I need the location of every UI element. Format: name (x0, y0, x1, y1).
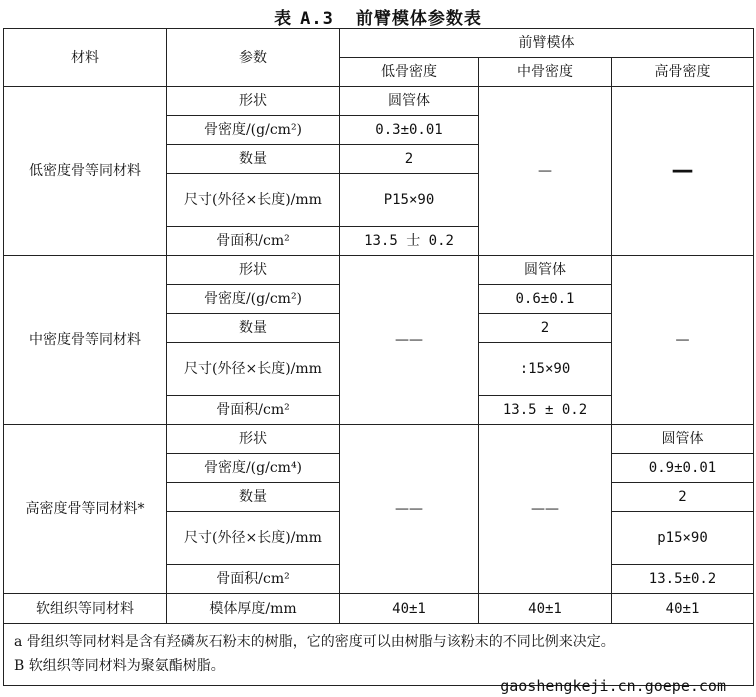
empty-low-cell: —— (340, 256, 479, 425)
param-cell: 形状 (167, 256, 340, 285)
header-material: 材料 (4, 29, 167, 87)
header-low-density: 低骨密度 (340, 58, 479, 87)
param-cell: 尺寸(外径×长度)/mm (167, 512, 340, 565)
value-cell: p15×90 (612, 512, 754, 565)
param-cell: 形状 (167, 87, 340, 116)
forearm-phantom-table (3, 28, 754, 686)
note-a: a 骨组织等同材料是含有羟磷灰石粉末的树脂，它的密度可以由树脂与该粉末的不同比例来决定。 (14, 634, 615, 650)
value-cell: 2 (612, 483, 754, 512)
param-cell: 骨密度/(g/cm⁴) (167, 454, 340, 483)
param-cell: 数量 (167, 145, 340, 174)
value-cell: 圆管体 (340, 87, 479, 116)
value-cell: 13.5±0.2 (612, 565, 754, 594)
value-cell: 0.6±0.1 (479, 285, 612, 314)
watermark-text: gaoshengkeji.cn.goepe.com (500, 677, 726, 695)
group-name-mid: 中密度骨等同材料 (4, 256, 167, 425)
empty-high-cell: — (612, 256, 754, 425)
empty-mid-cell: — (479, 87, 612, 256)
header-high-density: 高骨密度 (612, 58, 754, 87)
param-cell: 骨面积/cm² (167, 396, 340, 425)
header-mid-density: 中骨密度 (479, 58, 612, 87)
param-cell: 模体厚度/mm (167, 594, 340, 624)
param-cell: 形状 (167, 425, 340, 454)
value-cell: 13.5 士 0.2 (340, 227, 479, 256)
param-cell: 骨面积/cm² (167, 565, 340, 594)
table-title-number: A.3 (300, 9, 334, 29)
value-cell: 2 (479, 314, 612, 343)
param-cell: 骨密度/(g/cm²) (167, 285, 340, 314)
group-name-low: 低密度骨等同材料 (4, 87, 167, 256)
param-cell: 数量 (167, 314, 340, 343)
empty-high-cell: — (612, 87, 754, 256)
group-name-high: 高密度骨等同材料* (4, 425, 167, 594)
table-title (0, 4, 756, 29)
header-parameter: 参数 (167, 29, 340, 87)
value-cell: 40±1 (479, 594, 612, 624)
param-cell: 骨面积/cm² (167, 227, 340, 256)
value-cell: 圆管体 (479, 256, 612, 285)
table-title-text: 前臂模体参数表 (355, 9, 482, 29)
value-cell: 2 (340, 145, 479, 174)
table-title-prefix: 表 (274, 9, 293, 29)
soft-tissue-name: 软组织等同材料 (4, 594, 167, 624)
table-row (4, 594, 754, 624)
param-cell: 尺寸(外径×长度)/mm (167, 343, 340, 396)
table-row (4, 425, 754, 454)
empty-mid-cell: —— (479, 425, 612, 594)
value-cell: 40±1 (612, 594, 754, 624)
value-cell: 0.9±0.01 (612, 454, 754, 483)
note-b: B 软组织等同材料为聚氨酯树脂。 (14, 658, 225, 674)
table-row (4, 256, 754, 285)
param-cell: 骨密度/(g/cm²) (167, 116, 340, 145)
value-cell: 0.3±0.01 (340, 116, 479, 145)
value-cell: 圆管体 (612, 425, 754, 454)
header-group: 前臂模体 (340, 29, 754, 58)
value-cell: 13.5 ± 0.2 (479, 396, 612, 425)
value-cell: :15×90 (479, 343, 612, 396)
empty-low-cell: —— (340, 425, 479, 594)
param-cell: 尺寸(外径×长度)/mm (167, 174, 340, 227)
value-cell: P15×90 (340, 174, 479, 227)
table-row (4, 87, 754, 116)
param-cell: 数量 (167, 483, 340, 512)
value-cell: 40±1 (340, 594, 479, 624)
